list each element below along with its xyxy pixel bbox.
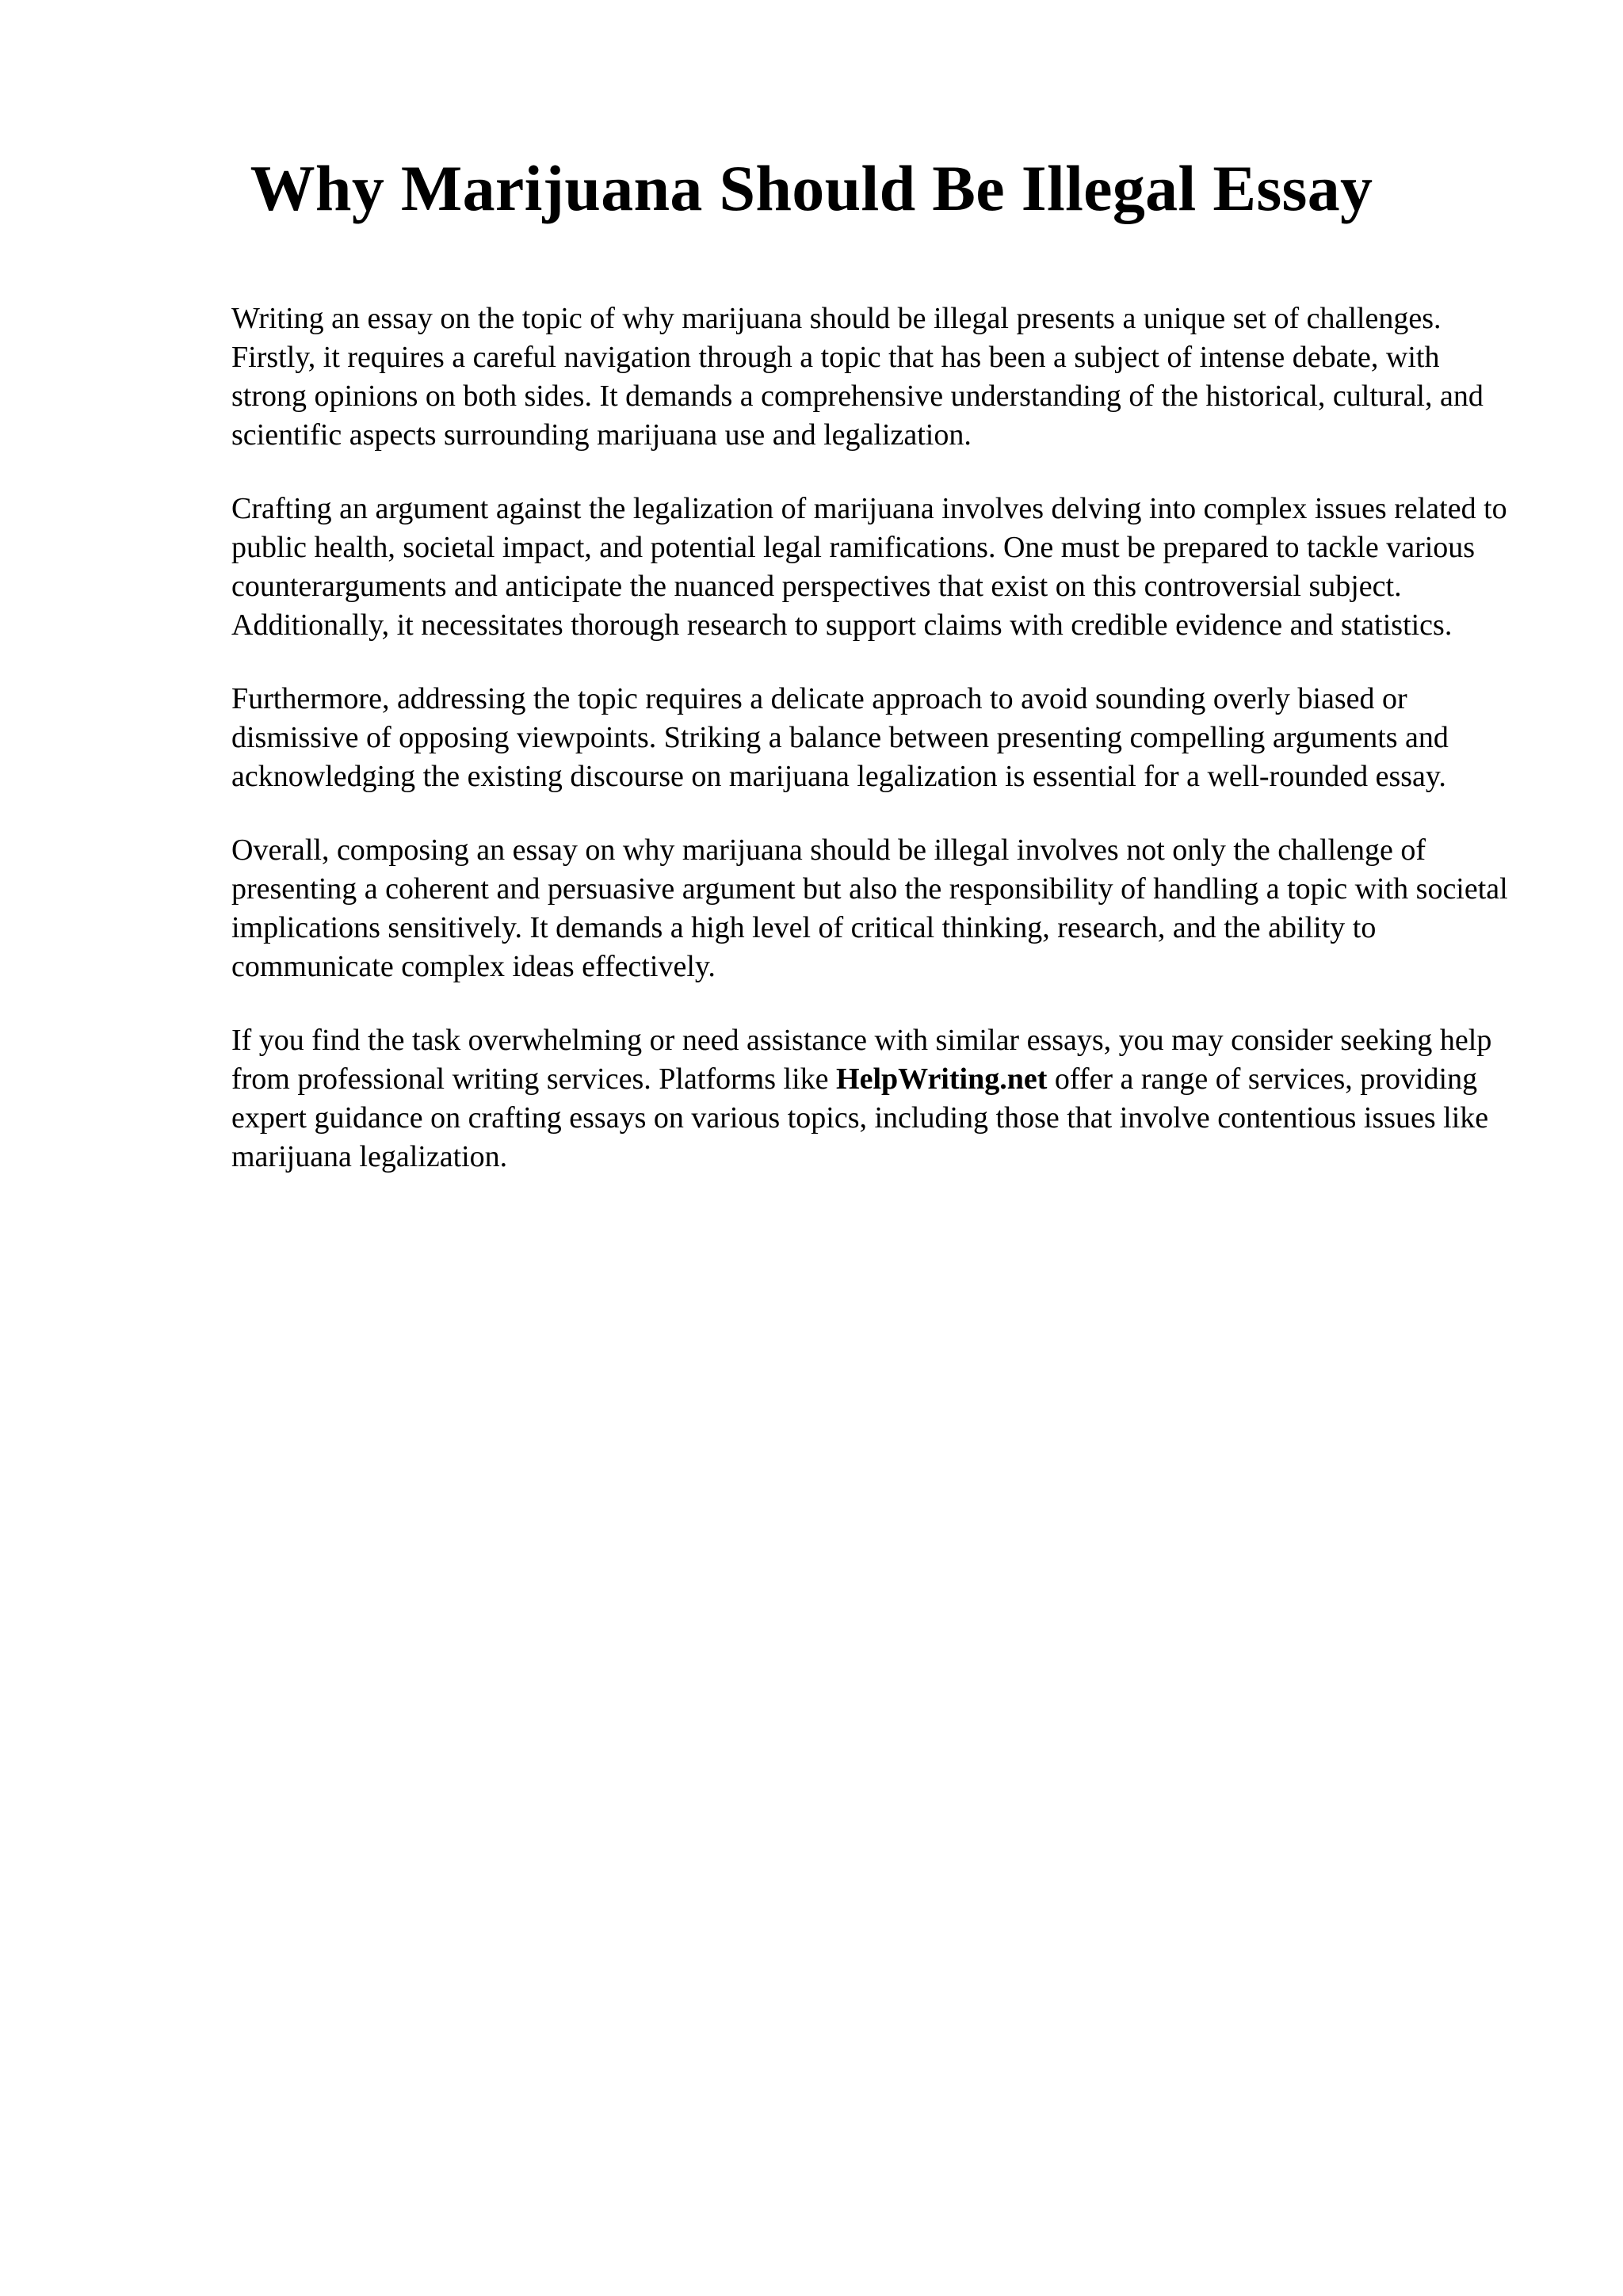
paragraph-4: Overall, composing an essay on why marijuana should be illegal involves not only the challenge of presenting a coherent and persuasive argument but also the responsibility of handling a topic with societal implications sensitively. It demands a high level of critical thinking, research, and the ability to communicate complex ideas effectively.	[231, 833, 1508, 983]
paragraph-3: Furthermore, addressing the topic requires a delicate approach to avoid sounding overly biased or dismissive of opposing viewpoints. Striking a balance between presenting compelling arguments and acknowledging the existing discourse on marijuana legalization is essential for a well-rounded essay.	[231, 682, 1449, 793]
document-title: Why Marijuana Should Be Illegal Essay	[250, 152, 1373, 224]
paragraph-5-text-before: If you find the task overwhelming or need assistance with similar essays, you may consider seeking help from professional writing services. Platforms like	[231, 1024, 1492, 1096]
helpwriting-brand-text: HelpWriting.net	[836, 1062, 1048, 1096]
paragraph-5-text-after: offer a range of services, providing expert guidance on crafting essays on various topics, including those that involve contentious issues like marijuana legalization.	[231, 1062, 1489, 1173]
paragraph-2: Crafting an argument against the legalization of marijuana involves delving into complex issues related to public health, societal impact, and potential legal ramifications. One must be prepared to tackle various counterarguments and anticipate the nuanced perspectives that exist on this controversial subject. Additionally, it necessitates thorough research to support claims with credible evidence and statistics.	[231, 492, 1507, 642]
document-body	[231, 299, 1515, 1211]
paragraph-5	[231, 1021, 1515, 1177]
paragraph-1: Writing an essay on the topic of why marijuana should be illegal presents a unique set of challenges. Firstly, it requires a careful navigation through a topic that has been a subject of intense debate, with strong opinions on both sides. It demands a comprehensive understanding of the historical, cultural, and scientific aspects surrounding marijuana use and legalization.	[231, 302, 1484, 452]
